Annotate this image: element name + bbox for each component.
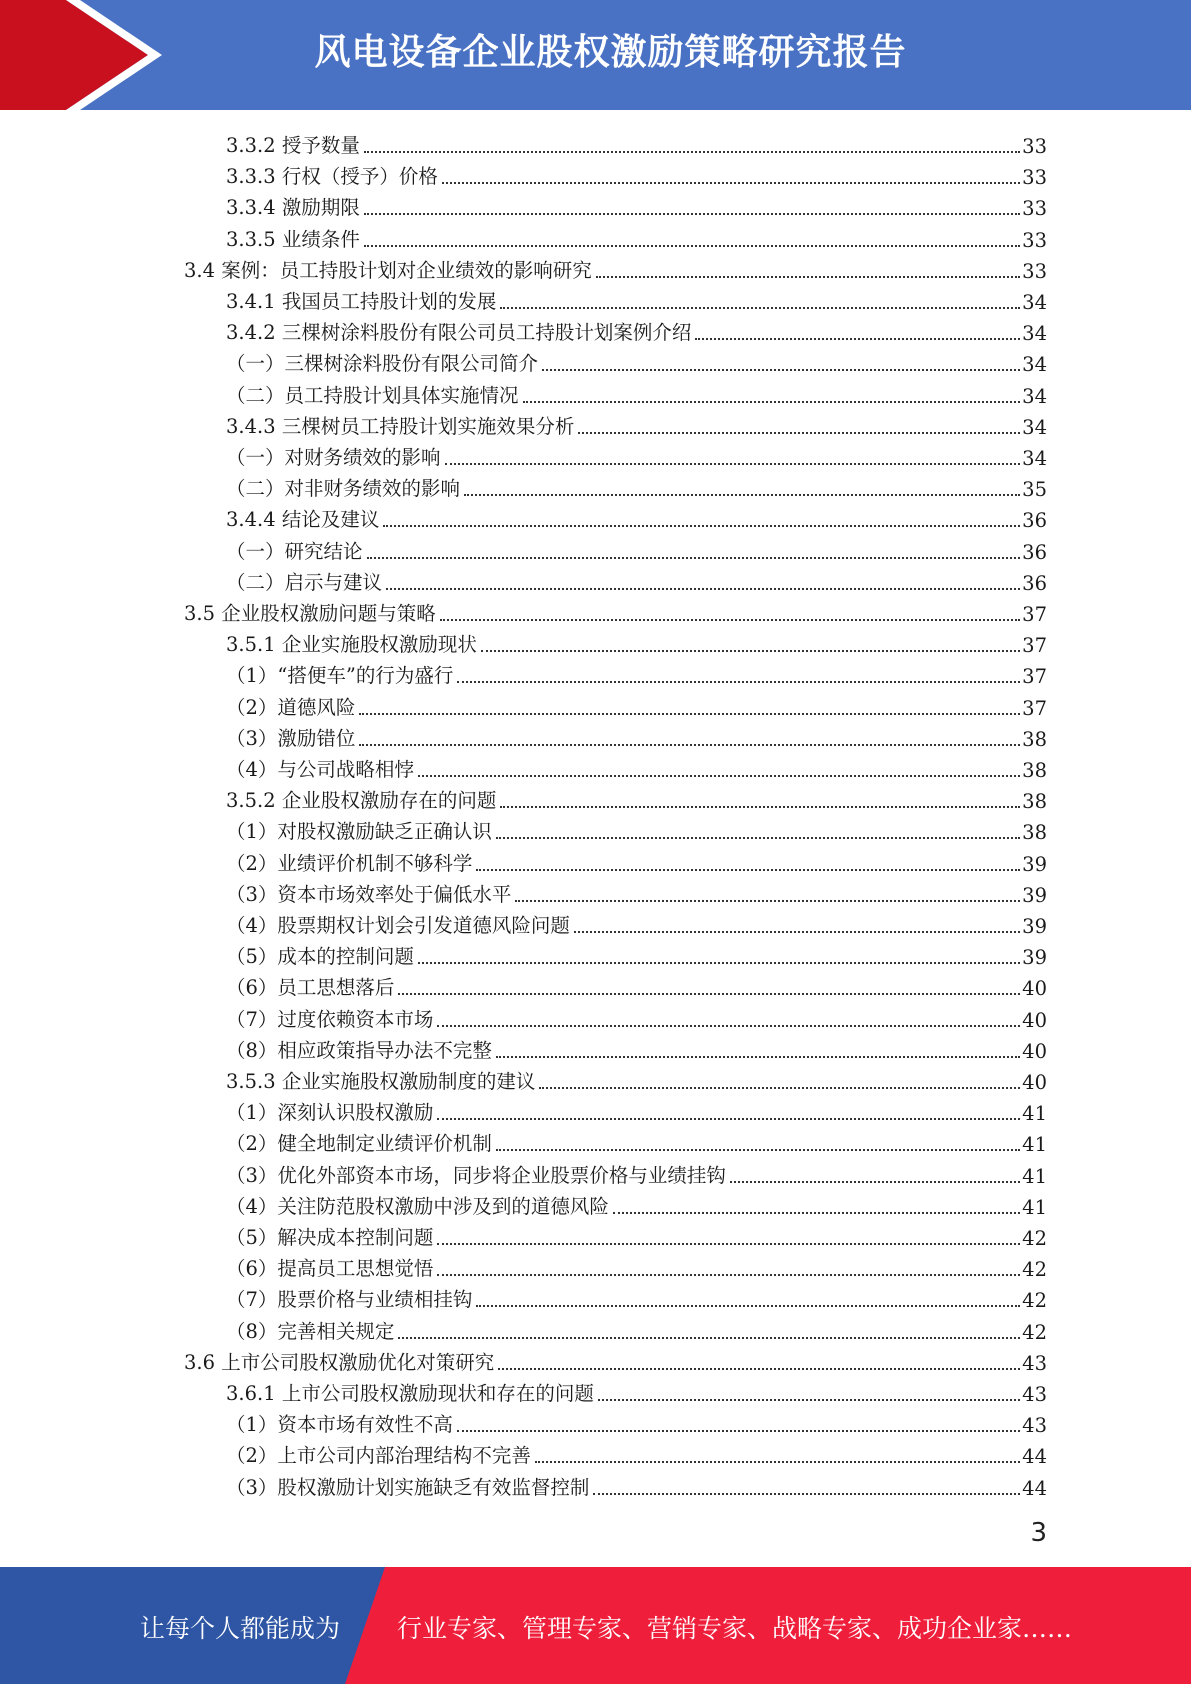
toc-entry[interactable] bbox=[226, 720, 1047, 751]
toc-dot-leader bbox=[535, 1461, 1020, 1463]
toc-entry[interactable] bbox=[226, 751, 1047, 782]
toc-entry[interactable] bbox=[226, 626, 1047, 657]
toc-dot-leader bbox=[359, 713, 1020, 715]
toc-entry-page: 34 bbox=[1022, 384, 1047, 408]
toc-dot-leader bbox=[445, 463, 1021, 465]
toc-entry[interactable] bbox=[226, 314, 1047, 345]
toc-entry[interactable] bbox=[184, 252, 1047, 283]
toc-entry-label: 3.4.3 三棵树员工持股计划实施效果分析 bbox=[226, 414, 575, 438]
toc-entry-label: （1）资本市场有效性不高 bbox=[226, 1413, 453, 1437]
toc-entry-label: 3.3.4 激励期限 bbox=[226, 196, 360, 220]
toc-entry-label: （1）“搭便车”的行为盛行 bbox=[226, 664, 454, 688]
toc-dot-leader bbox=[500, 806, 1020, 808]
toc-entry[interactable] bbox=[226, 1219, 1047, 1250]
toc-entry-page: 44 bbox=[1022, 1476, 1047, 1500]
toc-entry-label: 3.6.1 上市公司股权激励现状和存在的问题 bbox=[226, 1382, 594, 1405]
toc-entry-page: 34 bbox=[1022, 322, 1047, 346]
toc-entry-page: 39 bbox=[1022, 883, 1047, 907]
toc-entry-page: 33 bbox=[1022, 166, 1047, 190]
toc-dot-leader bbox=[523, 401, 1021, 403]
toc-entry[interactable] bbox=[184, 595, 1047, 626]
toc-entry-label: （一）三棵树涂料股份有限公司简介 bbox=[226, 352, 539, 376]
toc-entry[interactable] bbox=[226, 876, 1047, 907]
toc-dot-leader bbox=[457, 681, 1020, 683]
toc-entry-label: （2）上市公司内部治理结构不完善 bbox=[226, 1444, 531, 1468]
toc-entry-page: 39 bbox=[1022, 946, 1047, 970]
toc-entry[interactable] bbox=[226, 377, 1047, 408]
toc-entry[interactable] bbox=[226, 813, 1047, 844]
toc-entry[interactable] bbox=[226, 782, 1047, 813]
toc-dot-leader bbox=[383, 525, 1020, 527]
toc-entry-label: （2）业绩评价机制不够科学 bbox=[226, 851, 473, 875]
toc-entry[interactable] bbox=[226, 439, 1047, 470]
toc-entry-label: 3.3.2 授予数量 bbox=[226, 134, 360, 157]
toc-entry-page: 33 bbox=[1022, 228, 1047, 252]
toc-entry-label: 3.5.1 企业实施股权激励现状 bbox=[226, 633, 477, 657]
toc-dot-leader bbox=[464, 494, 1020, 496]
toc-entry[interactable] bbox=[226, 938, 1047, 969]
toc-entry-label: 3.5.3 企业实施股权激励制度的建议 bbox=[226, 1070, 536, 1093]
toc-entry[interactable] bbox=[226, 1063, 1047, 1094]
toc-dot-leader bbox=[598, 1399, 1020, 1401]
toc-entry-page: 37 bbox=[1022, 696, 1047, 720]
toc-entry-label: （7）股票价格与业绩相挂钩 bbox=[226, 1288, 473, 1312]
toc-entry-label: （8）相应政策指导办法不完整 bbox=[226, 1038, 492, 1062]
toc-dot-leader bbox=[359, 744, 1020, 746]
toc-entry[interactable] bbox=[226, 1281, 1047, 1312]
toc-entry-page: 37 bbox=[1022, 634, 1047, 658]
toc-entry-label: （一）研究结论 bbox=[226, 539, 363, 563]
toc-entry-page: 41 bbox=[1022, 1164, 1047, 1188]
toc-dot-leader bbox=[386, 588, 1020, 590]
toc-entry-label: 3.4.2 三棵树涂料股份有限公司员工持股计划案例介绍 bbox=[226, 321, 692, 345]
toc-entry-page: 33 bbox=[1022, 135, 1047, 158]
toc-entry[interactable] bbox=[226, 533, 1047, 564]
toc-entry[interactable] bbox=[226, 564, 1047, 595]
toc-dot-leader bbox=[539, 1087, 1020, 1089]
toc-entry-label: （7）过度依赖资本市场 bbox=[226, 1007, 434, 1031]
toc-entry-label: （3）优化外部资本市场，同步将企业股票价格与业绩挂钩 bbox=[226, 1163, 726, 1187]
toc-entry-label: 3.4.1 我国员工持股计划的发展 bbox=[226, 290, 497, 313]
toc-entry-page: 34 bbox=[1022, 353, 1047, 377]
toc-dot-leader bbox=[457, 1430, 1020, 1432]
toc-entry-page: 33 bbox=[1022, 259, 1047, 283]
toc-dot-leader bbox=[364, 245, 1020, 247]
toc-entry-page: 36 bbox=[1022, 571, 1047, 595]
toc-dot-leader bbox=[442, 182, 1020, 184]
toc-entry-label: （二）启示与建议 bbox=[226, 570, 383, 594]
toc-dot-leader bbox=[515, 900, 1020, 902]
toc-entry[interactable] bbox=[226, 189, 1047, 220]
toc-dot-leader bbox=[437, 1118, 1020, 1120]
toc-entry[interactable] bbox=[226, 907, 1047, 938]
toc-dot-leader bbox=[437, 1025, 1020, 1027]
toc-entry-label: 3.3.3 行权（授予）价格 bbox=[226, 165, 438, 189]
toc-dot-leader bbox=[496, 1149, 1020, 1151]
toc-dot-leader bbox=[596, 276, 1020, 278]
toc-entry-label: 3.5.2 企业股权激励存在的问题 bbox=[226, 789, 497, 813]
toc-dot-leader bbox=[364, 213, 1020, 215]
footer-slogan-left: 让每个人都能成为 bbox=[140, 1614, 341, 1643]
toc-entry[interactable] bbox=[226, 127, 1047, 158]
toc-entry-label: （4）与公司战略相悖 bbox=[226, 758, 414, 781]
footer-slogan-right: 行业专家、管理专家、营销专家、战略专家、成功企业家…… bbox=[397, 1614, 1073, 1643]
toc-entry[interactable] bbox=[226, 1375, 1047, 1406]
toc-entry-page: 34 bbox=[1022, 447, 1047, 470]
toc-entry[interactable] bbox=[226, 1437, 1047, 1468]
toc-dot-leader bbox=[613, 1212, 1020, 1214]
toc-entry-page: 42 bbox=[1022, 1258, 1047, 1282]
toc-entry-label: （8）完善相关规定 bbox=[226, 1319, 395, 1343]
toc-entry-page: 37 bbox=[1022, 665, 1047, 689]
toc-dot-leader bbox=[542, 369, 1020, 371]
toc-entry[interactable] bbox=[226, 689, 1047, 720]
toc-dot-leader bbox=[593, 1493, 1020, 1495]
toc-entry-page: 33 bbox=[1022, 197, 1047, 221]
toc-dot-leader bbox=[398, 993, 1020, 995]
toc-entry-page: 39 bbox=[1022, 915, 1047, 938]
toc-entry[interactable] bbox=[226, 1157, 1047, 1188]
toc-entry-page: 41 bbox=[1022, 1133, 1047, 1157]
toc-dot-leader bbox=[574, 931, 1020, 933]
toc-entry-label: （5）解决成本控制问题 bbox=[226, 1226, 434, 1249]
toc-entry-label: （6）提高员工思想觉悟 bbox=[226, 1257, 434, 1281]
toc-entry[interactable] bbox=[226, 1313, 1047, 1344]
toc-entry[interactable] bbox=[226, 657, 1047, 688]
toc-dot-leader bbox=[498, 1368, 1020, 1370]
document-title: 风电设备企业股权激励策略研究报告 bbox=[314, 32, 907, 73]
toc-entry-page: 38 bbox=[1022, 727, 1047, 751]
toc-entry-page: 34 bbox=[1022, 291, 1047, 314]
toc-entry[interactable] bbox=[226, 470, 1047, 501]
toc-entry-page: 40 bbox=[1022, 1071, 1047, 1094]
toc-entry-page: 38 bbox=[1022, 759, 1047, 782]
toc-entry-label: （3）股权激励计划实施缺乏有效监督控制 bbox=[226, 1475, 590, 1499]
toc-entry[interactable] bbox=[226, 408, 1047, 439]
toc-dot-leader bbox=[476, 869, 1020, 871]
toc-entry-page: 41 bbox=[1022, 1102, 1047, 1126]
toc-entry-label: （3）资本市场效率处于偏低水平 bbox=[226, 882, 512, 906]
toc-entry[interactable] bbox=[226, 158, 1047, 189]
toc-entry[interactable] bbox=[226, 1001, 1047, 1032]
toc-entry-label: （二）员工持股计划具体实施情况 bbox=[226, 383, 519, 407]
toc-entry[interactable] bbox=[226, 1469, 1047, 1500]
toc-entry[interactable] bbox=[226, 845, 1047, 876]
toc-entry[interactable] bbox=[226, 283, 1047, 314]
toc-entry[interactable] bbox=[226, 1406, 1047, 1437]
toc-dot-leader bbox=[496, 837, 1020, 839]
toc-entry-label: （一）对财务绩效的影响 bbox=[226, 446, 441, 469]
toc-entry-page: 40 bbox=[1022, 1039, 1047, 1063]
toc-entry-page: 36 bbox=[1022, 509, 1047, 533]
toc-dot-leader bbox=[367, 557, 1021, 559]
toc-entry[interactable] bbox=[226, 969, 1047, 1000]
toc-entry[interactable] bbox=[226, 1250, 1047, 1281]
toc-entry-label: （1）对股权激励缺乏正确认识 bbox=[226, 820, 492, 844]
toc-entry-page: 39 bbox=[1022, 852, 1047, 876]
toc-entry-label: （1）深刻认识股权激励 bbox=[226, 1101, 434, 1125]
toc-entry-label: （2）健全地制定业绩评价机制 bbox=[226, 1132, 492, 1156]
toc-entry-page: 44 bbox=[1022, 1445, 1047, 1469]
toc-dot-leader bbox=[440, 619, 1020, 621]
page-header bbox=[0, 0, 1191, 110]
toc-entry-label: 3.5 企业股权激励问题与策略 bbox=[184, 602, 436, 625]
page-number: 3 bbox=[1030, 1518, 1047, 1548]
toc-dot-leader bbox=[496, 1056, 1020, 1058]
toc-entry-label: （6）员工思想落后 bbox=[226, 976, 395, 1000]
toc-entry-page: 40 bbox=[1022, 977, 1047, 1001]
toc-entry-page: 43 bbox=[1022, 1383, 1047, 1406]
toc-dot-leader bbox=[695, 338, 1020, 340]
toc-entry-page: 42 bbox=[1022, 1320, 1047, 1344]
toc-entry[interactable] bbox=[226, 501, 1047, 532]
toc-entry[interactable] bbox=[226, 1032, 1047, 1063]
toc-dot-leader bbox=[418, 775, 1020, 777]
toc-entry[interactable] bbox=[226, 1188, 1047, 1219]
toc-entry-label: （5）成本的控制问题 bbox=[226, 945, 414, 969]
toc-entry-page: 42 bbox=[1022, 1289, 1047, 1313]
toc-entry[interactable] bbox=[226, 1094, 1047, 1125]
toc-dot-leader bbox=[437, 1243, 1020, 1245]
toc-dot-leader bbox=[730, 1181, 1020, 1183]
toc-dot-leader bbox=[398, 1337, 1020, 1339]
toc-entry-page: 38 bbox=[1022, 790, 1047, 814]
toc-entry-page: 37 bbox=[1022, 603, 1047, 626]
toc-entry-page: 41 bbox=[1022, 1195, 1047, 1219]
toc-dot-leader bbox=[500, 307, 1020, 309]
toc-entry-page: 42 bbox=[1022, 1227, 1047, 1250]
toc-entry-page: 34 bbox=[1022, 415, 1047, 439]
toc-dot-leader bbox=[418, 962, 1020, 964]
toc-entry[interactable] bbox=[184, 1344, 1047, 1375]
toc-dot-leader bbox=[578, 432, 1020, 434]
toc-entry-label: （4）股票期权计划会引发道德风险问题 bbox=[226, 914, 570, 937]
toc-entry-label: （3）激励错位 bbox=[226, 726, 356, 750]
toc-dot-leader bbox=[364, 151, 1020, 153]
page-footer bbox=[0, 1567, 1191, 1684]
toc-entry-page: 35 bbox=[1022, 478, 1047, 502]
toc-entry-page: 43 bbox=[1022, 1414, 1047, 1438]
toc-entry-page: 38 bbox=[1022, 821, 1047, 845]
toc-entry-label: （二）对非财务绩效的影响 bbox=[226, 477, 461, 501]
toc-entry-page: 36 bbox=[1022, 540, 1047, 564]
toc-entry-page: 40 bbox=[1022, 1008, 1047, 1032]
toc-entry-label: 3.6 上市公司股权激励优化对策研究 bbox=[184, 1350, 495, 1374]
toc-entry[interactable] bbox=[226, 221, 1047, 252]
toc-entry-label: （4）关注防范股权激励中涉及到的道德风险 bbox=[226, 1194, 609, 1218]
toc-dot-leader bbox=[476, 1305, 1020, 1307]
toc-entry-label: 3.4.4 结论及建议 bbox=[226, 508, 380, 532]
toc-entry-label: （2）道德风险 bbox=[226, 695, 356, 719]
toc-entry-page: 43 bbox=[1022, 1351, 1047, 1375]
toc-entry-label: 3.4 案例：员工持股计划对企业绩效的影响研究 bbox=[184, 258, 592, 282]
toc-entry[interactable] bbox=[226, 345, 1047, 376]
toc-entry[interactable] bbox=[226, 1125, 1047, 1156]
toc-dot-leader bbox=[481, 650, 1020, 652]
toc-dot-leader bbox=[437, 1274, 1020, 1276]
toc-entry-label: 3.3.5 业绩条件 bbox=[226, 227, 360, 251]
